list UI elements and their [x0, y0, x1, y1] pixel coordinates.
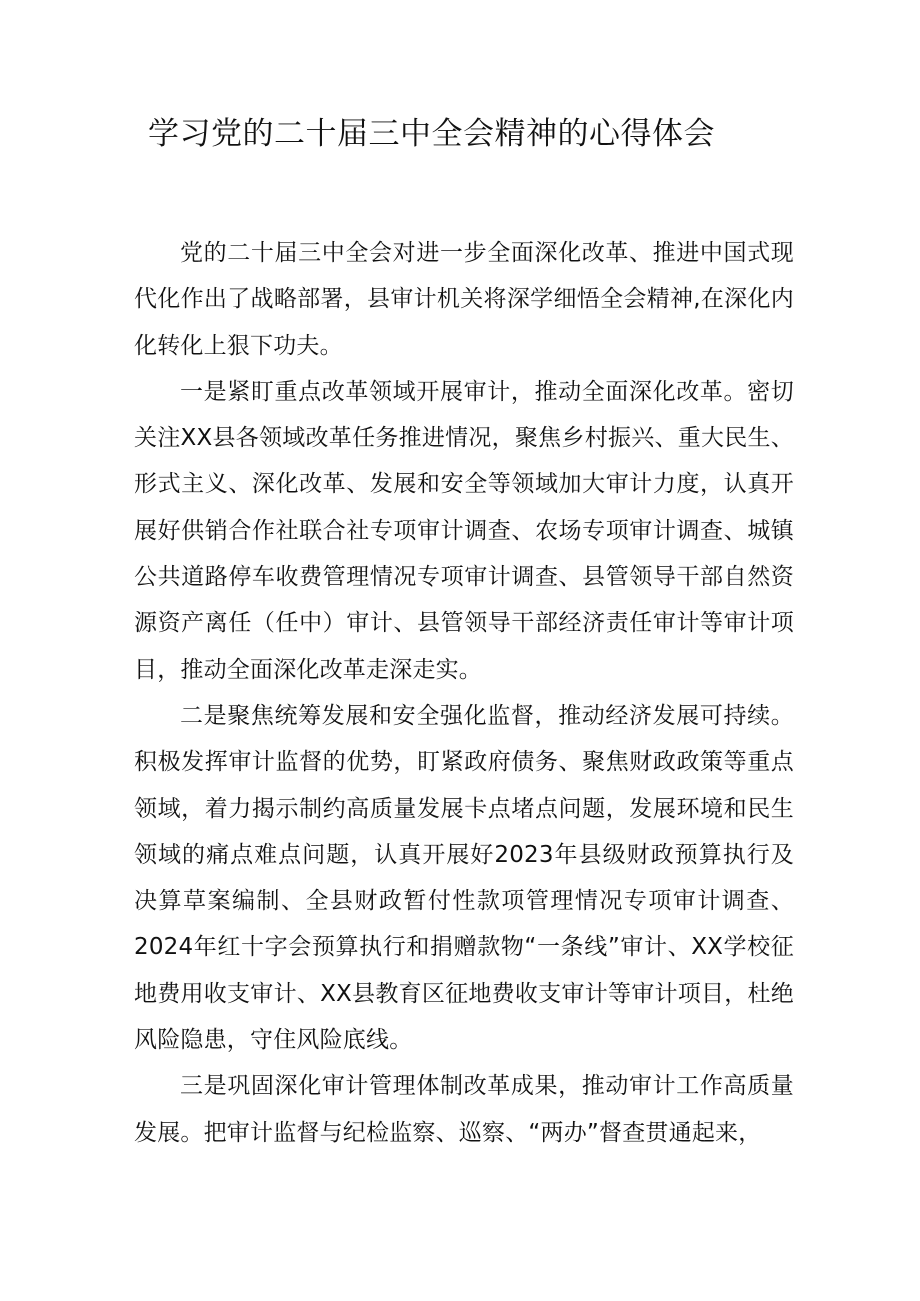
document-title: 学习党的二十届三中全会精神的心得体会	[148, 116, 715, 152]
paragraph-point-two: 二是聚焦统筹发展和安全强化监督，推动经济发展可持续。积极发挥审计监督的优势，盯紧政府债务、聚焦财政政策等重点领域，着力揭示制约高质量发展卡点堵点问题，发展环境和民生领域的痛点难点问题，认真开展好2023年县级财政预算执行及决算草案编制、全县财政暂付性款项管理情况专项审计调查、2024年红十字会预算执行和捐赠款物“一条线”审计、XX学校征地费用收支审计、XX县教育区征地费收支审计等审计项目，杜绝风险隐患，守住风险底线。	[134, 702, 794, 1054]
document-body	[134, 230, 794, 1156]
paragraph-point-one: 一是紧盯重点改革领域开展审计，推动全面深化改革。密切关注XX县各领域改革任务推进情况，聚焦乡村振兴、重大民生、形式主义、深化改革、发展和安全等领域加大审计力度，认真开展好供销合作社联合社专项审计调查、农场专项审计调查、城镇公共道路停车收费管理情况专项审计调查、县管领导干部自然资源资产离任（任中）审计、县管领导干部经济责任审计等审计项目，推动全面深化改革走深走实。	[134, 378, 794, 683]
paragraph-point-three: 三是巩固深化审计管理体制改革成果，推动审计工作高质量发展。把审计监督与纪检监察、巡察、“两办”督查贯通起来，	[134, 1073, 794, 1146]
paragraph-intro: 党的二十届三中全会对进一步全面深化改革、推进中国式现代化作出了战略部署，县审计机关将深学细悟全会精神,在深化内化转化上狠下功夫。	[134, 240, 794, 359]
